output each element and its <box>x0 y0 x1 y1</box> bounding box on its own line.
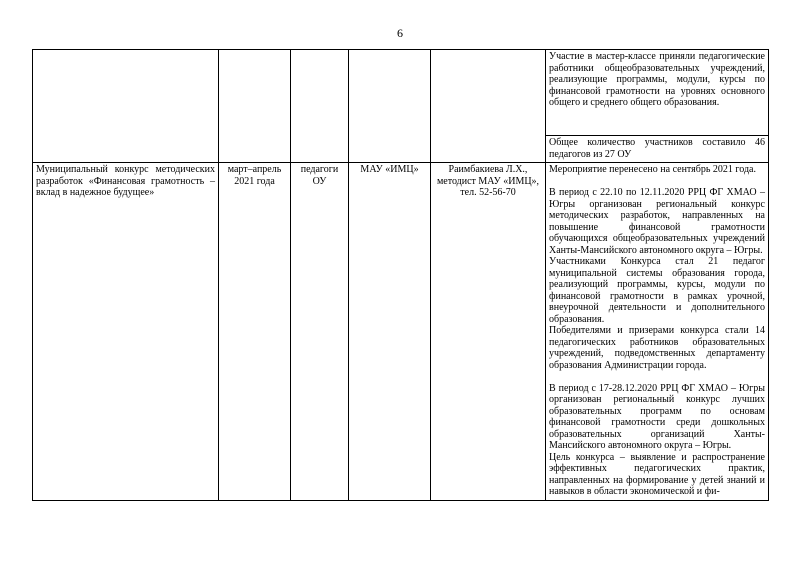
empty-dates-cell <box>219 50 291 163</box>
result-paragraph: Участие в мастер-классе приняли педагогические работники общеобразовательных учреждений, реализующие программы, модули, курсы по финансовой грамотности на уровнях основного общего и среднего общего образования. <box>549 51 765 108</box>
page-number: 6 <box>397 26 403 40</box>
empty-organizer-cell <box>349 50 431 163</box>
table-row <box>33 50 769 136</box>
event-title: Муниципальный конкурс методических разработок «Финансовая грамотность – вклад в надежное будущее» <box>36 164 215 198</box>
empty-title-cell <box>33 50 219 163</box>
event-contact-cell <box>431 163 546 501</box>
event-contact: Раимбакиева Л.Х., методист МАУ «ИМЦ», тел. 52-56-70 <box>436 164 540 198</box>
result-paragraph: Победителями и призерами конкурса стали 14 педагогических работников образовательных учреждений, подведомственных департаменту образования Администрации города. <box>549 325 765 371</box>
result-paragraph: Участниками Конкурса стал 21 педагог муниципальной системы образования города, реализующий программы, курсы, модули по финансовой грамотности в рамках урочной, внеурочной деятельности и дополнительного образования. <box>549 256 765 325</box>
event-audience: педагоги ОУ <box>300 164 339 187</box>
participants-total-cell <box>546 136 769 163</box>
result-paragraph: В период с 17-28.12.2020 РРЦ ФГ ХМАО – Югры организован региональный конкурс лучших образовательных программ по основам финансовой грамотности среди дошкольных образовательных организаций Ханты-Мансийского автономного округа – Югры. <box>549 382 765 451</box>
events-table <box>32 49 769 501</box>
result-paragraph: Мероприятие перенесено на сентябрь 2021 года. <box>549 164 756 175</box>
event-organizer: МАУ «ИМЦ» <box>360 164 419 175</box>
empty-contact-cell <box>431 50 546 163</box>
event-organizer-cell <box>349 163 431 501</box>
event-audience-cell <box>291 163 349 501</box>
event-dates: март–апрель 2021 года <box>227 164 282 187</box>
table-row <box>33 163 769 501</box>
event-title-cell <box>33 163 219 501</box>
event-results-cell <box>546 163 769 501</box>
result-paragraph: Общее количество участников составило 46 педагогов из 27 ОУ <box>549 137 765 160</box>
event-dates-cell <box>219 163 291 501</box>
empty-audience-cell <box>291 50 349 163</box>
result-paragraph: Цель конкурса – выявление и распространение эффективных педагогических практик, направленных на формирование у детей знаний и навыков в области экономической и фи- <box>549 451 765 497</box>
result-paragraph: В период с 22.10 по 12.11.2020 РРЦ ФГ ХМАО – Югры организован региональный конкурс методических разработок, направленных на повышение финансовой грамотности обучающихся общеобразовательных учреждений Ханты-Мансийского автономного округа – Югры. <box>549 187 765 256</box>
continuation-results-cell <box>546 50 769 136</box>
